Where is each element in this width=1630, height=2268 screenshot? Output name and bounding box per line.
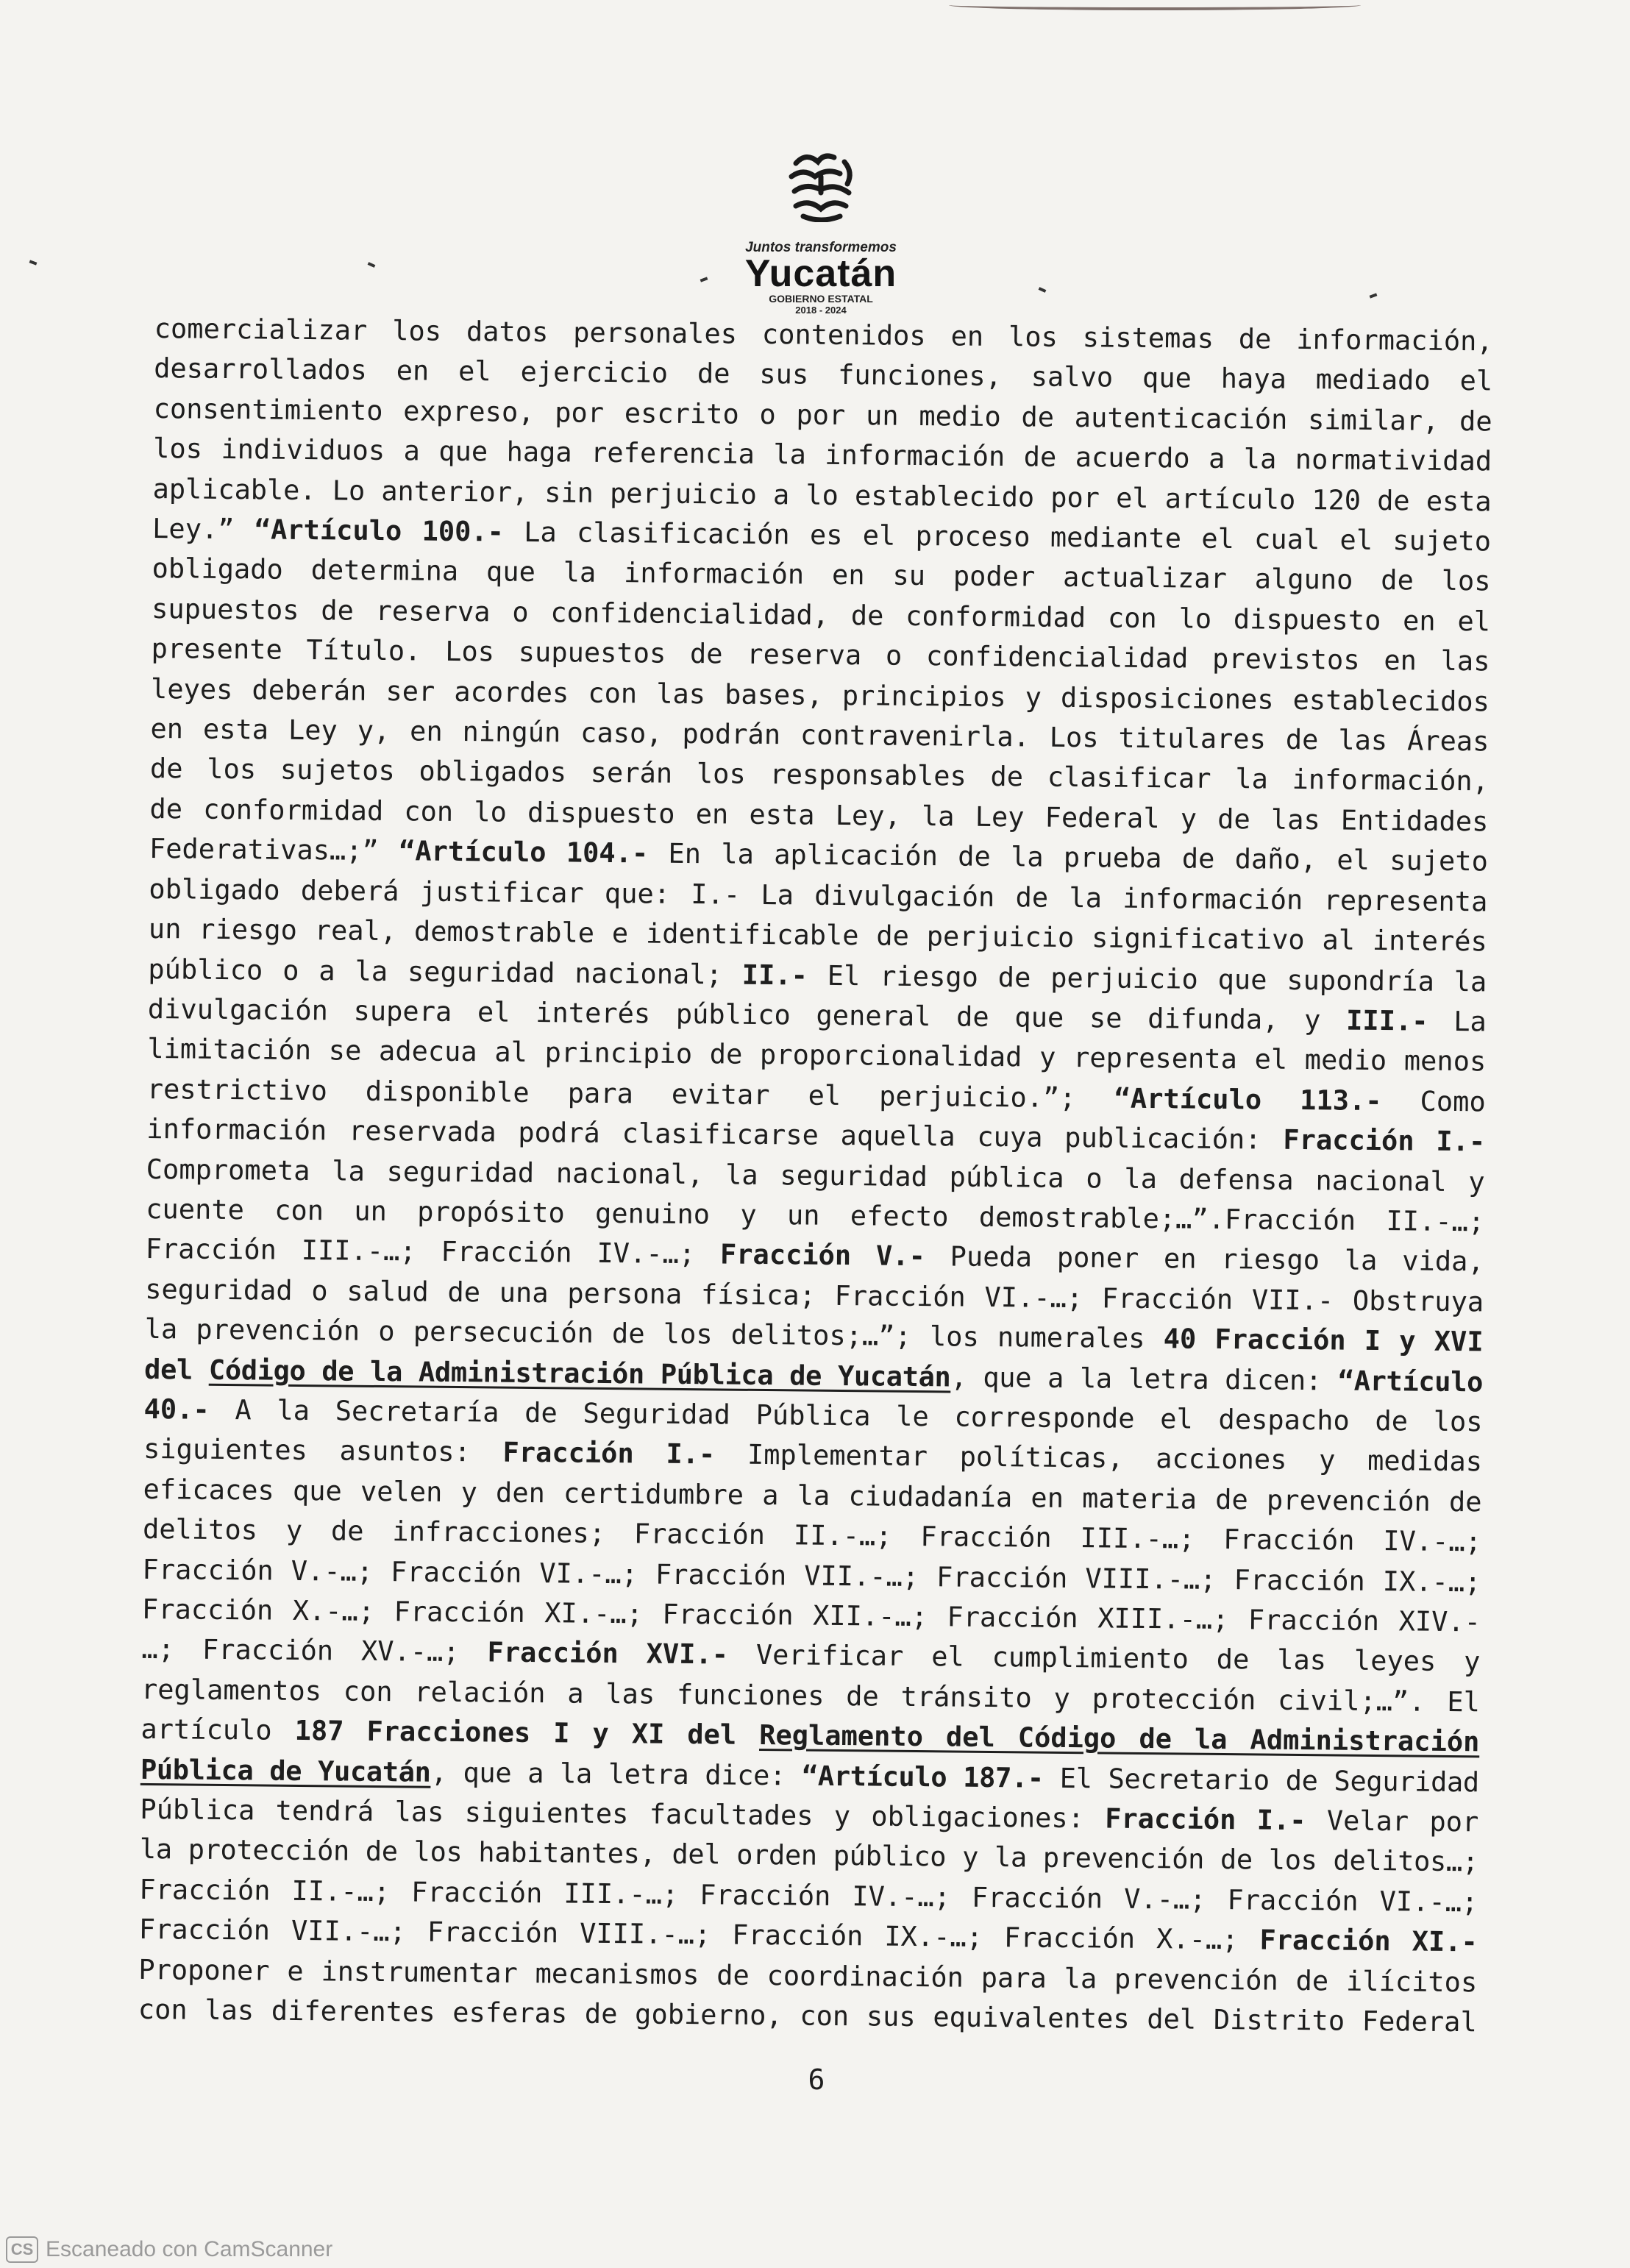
bold-text: Fracción V.- [719, 1238, 926, 1273]
text-run: El riesgo de perjuicio que supondría la [807, 959, 1487, 998]
text-run: seguridad o salud de una persona física; Fracción VI.-…; Fracción VII.- Obstruya [145, 1273, 1484, 1318]
bold-text: 40 Fracción I y XVI [1163, 1323, 1484, 1358]
text-run: Velar por [1306, 1805, 1479, 1838]
text-run: aplicable. Lo anterior, sin perjuicio a lo establecido por el artículo 120 de esta [152, 472, 1492, 518]
text-run: …; Fracción XV.-…; [141, 1633, 488, 1668]
bold-text: 187 Fracciones I y XI del [294, 1715, 737, 1751]
bold-text: Fracción I.- [502, 1436, 716, 1471]
text-run: comercializar los datos personales contenidos en los sistemas de información, [154, 312, 1493, 358]
text-run: la prevención o persecución de los delitos;…”; los numerales [144, 1313, 1164, 1355]
text-run: La [1428, 1005, 1487, 1038]
bold-text: “Artículo 187.- [801, 1760, 1044, 1794]
text-run: Como [1381, 1084, 1486, 1118]
text-run: Verificar el cumplimiento de las leyes y [727, 1638, 1481, 1678]
document-body [138, 309, 1493, 2043]
text-run: divulgación supera el interés público general de que se difunda, y [147, 992, 1347, 1037]
text-run: A la Secretaría de Seguridad Pública le corresponde el despacho de los [209, 1393, 1483, 1438]
bold-text: Fracción I.- [1283, 1123, 1486, 1158]
text-run: los individuos a que haga referencia la información de acuerdo a la normatividad [152, 433, 1492, 477]
text-run: Comprometa la seguridad nacional, la seguridad pública o la defensa nacional y [146, 1153, 1485, 1198]
watermark-text: Escaneado con CamScanner [46, 2237, 333, 2261]
text-run: Implementar políticas, acciones y medidas [715, 1438, 1483, 1478]
text-run: Federativas…;” [149, 833, 399, 867]
text-run: en esta Ley y, en ningún caso, podrán contravenirla. Los titulares de las Áreas [150, 713, 1490, 758]
camscanner-icon: CS [6, 2236, 38, 2263]
text-run: supuestos de reserva o confidencialidad, de conformidad con lo dispuesto en el [151, 592, 1491, 638]
text-run: Fracción III.-…; Fracción IV.-…; [145, 1233, 721, 1270]
bold-text: 40.- [143, 1393, 210, 1426]
text-run: público o a la seguridad nacional; [148, 953, 742, 991]
text-run: la protección de los habitantes, del orden público y la prevención de los delitos…; [139, 1833, 1479, 1878]
scan-edge-mark [949, 0, 1361, 10]
text-run: En la aplicación de la prueba de daño, el sujeto [648, 837, 1489, 878]
logo-name: Yucatán [744, 252, 897, 295]
text-run: Pública tendrá las siguientes facultades y obligaciones: [140, 1793, 1106, 1835]
text-run: reglamentos con relación a las funciones de tránsito y protección civil;…”. El [140, 1673, 1481, 1718]
bold-text: del [143, 1353, 210, 1386]
bold-text: Fracción XI.- [1259, 1924, 1478, 1958]
text-run: presente Título. Los supuestos de reserva o confidencialidad previstos en las [151, 633, 1490, 678]
bold-text: Fracción I.- [1104, 1802, 1306, 1837]
text-run: con las diferentes esferas de gobierno, con sus equivalentes del Distrito Federal [138, 1993, 1477, 2038]
text-run: Ley.” [152, 513, 255, 546]
scanner-watermark [6, 2236, 332, 2263]
text-run: información reservada podrá clasificarse aquella cuya publicación: [146, 1113, 1284, 1156]
text-run: , que a la letra dice: [430, 1756, 802, 1792]
text-run: Proponer e instrumentar mecanismos de coordinación para la prevención de ilícitos [138, 1953, 1478, 1999]
text-run: siguientes asuntos: [143, 1433, 503, 1468]
text-run: eficaces que velen y den certidumbre a la ciudadanía en materia de prevención de [143, 1473, 1482, 1518]
yucatan-logo-icon [781, 147, 861, 222]
bold-text: II.- [741, 959, 808, 992]
text-run: Fracción II.-…; Fracción III.-…; Fracción IV.-…; Fracción V.-…; Fracción VI.-…; [139, 1873, 1478, 1919]
logo-years: 2018 - 2024 [795, 305, 847, 316]
logo-tagline: Juntos transformemos [745, 240, 897, 255]
text-run: , que a la letra dicen: [950, 1361, 1338, 1397]
text-run: cuente con un propósito genuino y un efecto demostrable;…”.Fracción II.-…; [146, 1192, 1485, 1238]
text-run: desarrollados en el ejercicio de sus funciones, salvo que haya mediado el [154, 352, 1493, 397]
underlined-title: Código de la Administración Pública de Yucatán [208, 1354, 951, 1393]
text-run [736, 1719, 759, 1751]
text-run: delitos y de infracciones; Fracción II.-…; Fracción III.-…; Fracción IV.-…; [142, 1513, 1482, 1558]
text-run: La clasificación es el proceso mediante el cual el sujeto [503, 516, 1492, 558]
underlined-title: Pública de Yucatán [140, 1753, 431, 1788]
text-run: obligado deberá justificar que: I.- La divulgación de la información representa [149, 872, 1488, 918]
text-run: Pueda poner en riesgo la vida, [925, 1240, 1484, 1278]
text-run: Fracción X.-…; Fracción XI.-…; Fracción XII.-…; Fracción XIII.-…; Fracción XIV.- [141, 1593, 1481, 1638]
text-run: El Secretario de Seguridad [1043, 1762, 1480, 1799]
underlined-title: Reglamento del Código de la Administración [759, 1719, 1480, 1758]
logo-government: GOBIERNO ESTATAL [769, 293, 873, 305]
bold-text: “Artículo 104.- [398, 835, 649, 870]
bold-text: “Artículo [1337, 1365, 1484, 1398]
text-run: leyes deberán ser acordes con las bases, principios y disposiciones establecidos [150, 672, 1490, 718]
page-number: 6 [808, 2063, 825, 2096]
bold-text: Fracción XVI.- [487, 1636, 729, 1671]
text-run: de conformidad con lo dispuesto en esta Ley, la Ley Federal y de las Entidades [149, 792, 1489, 838]
text-run: de los sujetos obligados serán los responsables de clasificar la información, [149, 753, 1490, 797]
text-run: Fracción V.-…; Fracción VI.-…; Fracción VII.-…; Fracción VIII.-…; Fracción IX.-…; [142, 1553, 1481, 1598]
text-run: obligado determina que la información en su poder actualizar alguno de los [152, 552, 1491, 597]
text-run: consentimiento expreso, por escrito o por un medio de autenticación similar, de [153, 392, 1492, 438]
text-run: Fracción VII.-…; Fracción VIII.-…; Fracción IX.-…; Fracción X.-…; [138, 1913, 1260, 1956]
bold-text: “Artículo 100.- [254, 513, 505, 548]
bold-text: III.- [1345, 1004, 1428, 1037]
text-run: limitación se adecua al principio de proporcionalidad y representa el medio menos [147, 1033, 1487, 1078]
text-run: artículo [140, 1713, 295, 1747]
letterhead [0, 147, 1630, 320]
text-run: restrictivo disponible para evitar el perjuicio.”; [146, 1073, 1114, 1115]
text-run: un riesgo real, demostrable e identificable de perjuicio significativo al interés [148, 913, 1488, 958]
bold-text: “Artículo 113.- [1114, 1082, 1382, 1117]
